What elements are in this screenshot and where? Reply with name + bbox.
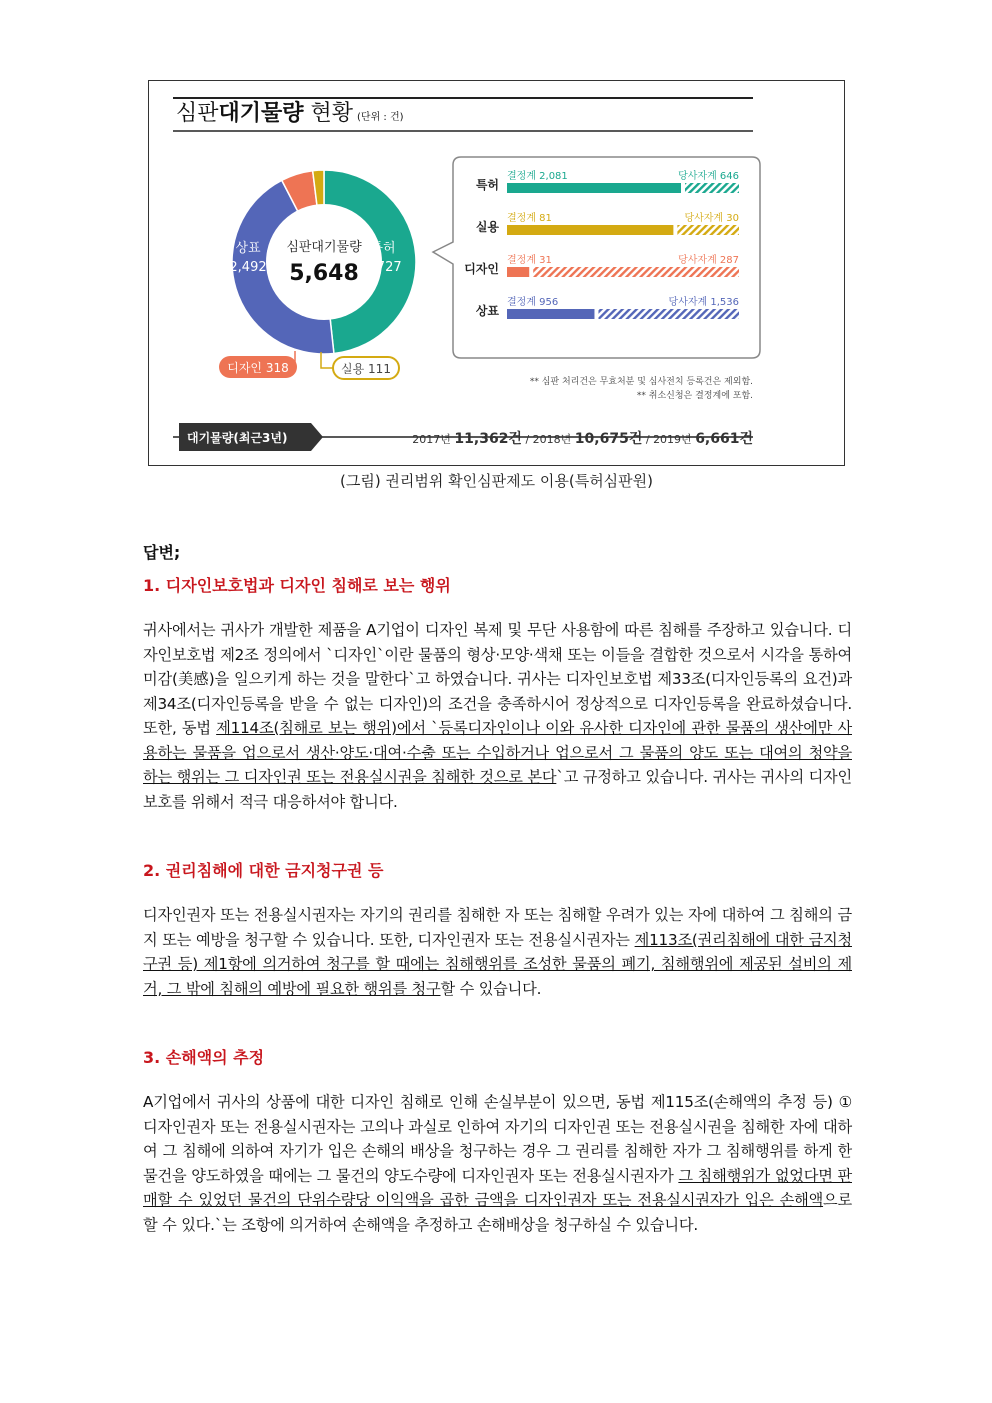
bar-left-label-1: 결정계 81 [507, 213, 552, 224]
figure-caption: (그림) 권리범위 확인심판제도 이용(특허심판원) [339, 472, 654, 490]
donut-label-patent-value: 2,727 [364, 260, 402, 275]
design-tag-text: 디자인 318 [227, 361, 289, 375]
bar-right-0 [685, 183, 739, 193]
years-summary: 2017년 11,362건 / 2018년 10,675건 / 2019년 6,661건 [412, 431, 753, 447]
bar-left-label-3: 결정계 956 [507, 297, 559, 308]
answer-label: 답변; [143, 543, 181, 562]
bar-left-label-0: 결정계 2,081 [507, 171, 568, 182]
section-3-paragraph: A기업에서 귀사의 상품에 대한 디자인 침해로 인해 손실부분이 있으면, 동법 제115조(손해액의 추정 등) ① 디자인권자 또는 전용실시권자는 고의나 과실로 인하여 자기의 디자인권 또는 전용실시권을 침해한 자에 대하여 그 침해에 의하여 자기가 입은 손해의 배상을 청구하는 경우 그 권리를 침해한 자가 그 침해행위를 하게 한 물건을 양도하였을 때에는 그 물건의 양도수량에 디자인권자 또는 전용실시권자가 그 침해행위가 없었다면 판매할 수 있었던 물건의 단위수량당 이익액을 곱한 금액을 디자인권자 또는 전용실시권자가 입은 손해액으로 할 수 있다.`는 조항에 의거하여 손해액을 추정하고 손해배상을 청구하실 수 있습니다. [143, 1093, 852, 1234]
bar-right-label-3: 당사자계 1,536 [668, 297, 739, 308]
bar-name-3: 상표 [475, 304, 499, 318]
center-label: 심판대기물량 [286, 240, 362, 255]
footer-tag-text: 대기물량(최근3년) [187, 431, 288, 445]
bar-left-1 [507, 225, 673, 235]
bar-right-3 [598, 309, 739, 319]
infographic-svg [149, 81, 845, 466]
bar-right-2 [533, 267, 739, 277]
bar-right-label-0: 당사자계 646 [678, 171, 739, 182]
bar-right-label-2: 당사자계 287 [678, 255, 739, 266]
bar-right-label-1: 당사자계 30 [684, 213, 739, 224]
bar-left-label-2: 결정계 31 [507, 255, 552, 266]
bar-left-3 [507, 309, 594, 319]
section-2-paragraph: 디자인권자 또는 전용실시권자는 자기의 권리를 침해한 자 또는 침해할 우려가 있는 자에 대하여 그 침해의 금지 또는 예방을 청구할 수 있습니다. 또한, 디자인권자 또는 전용실시권자는 제113조(권리침해에 대한 금지청구권 등) 제1항에 의거하여 청구를 할 때에는 침해행위를 조성한 물품의 폐기, 침해행위에 제공된 설비의 제거, 그 밖에 침해의 예방에 필요한 행위를 청구할 수 있습니다. [143, 906, 852, 998]
note-2: ** 취소신청은 결정계에 포함. [636, 391, 753, 401]
bar-name-2: 디자인 [464, 262, 499, 276]
bar-name-0: 특허 [475, 178, 499, 192]
section-2-title: 2. 권리침해에 대한 금지청구권 등 [143, 861, 384, 880]
bar-left-2 [507, 267, 529, 277]
section-3-underlined: 그 침해행위가 없었다면 판매할 수 있었던 물건의 단위수량당 이익액을 곱한 금액을 디자인권자 또는 전용실시권자가 입은 손해액 [143, 1166, 852, 1209]
utility-tag-text: 실용 111 [341, 362, 391, 376]
section-3-title: 3. 손해액의 추정 [143, 1048, 265, 1067]
section-1-underlined: 제114조(침해로 보는 행위)에서 `등록디자인이나 이와 유사한 디자인에 관한 물품의 생산에만 사용하는 물품을 업으로서 생산·양도·대여·수출 또는 수입하거나 업으로서 그 물품의 양도 또는 대여의 청약을 하는 행위는 그 디자인권 또는 전용실시권을 침해한 것으로 본다 [143, 719, 852, 786]
bar-left-0 [507, 183, 681, 193]
section-1-paragraph: 귀사에서는 귀사가 개발한 제품을 A기업이 디자인 복제 및 무단 사용함에 따른 침해를 주장하고 있습니다. 디자인보호법 제2조 정의에서 `디자인`이란 물품의 형상·모양·색채 또는 이들을 결합한 것으로서 시각을 통하여 미감(美感)을 일으키게 하는 것을 말한다`고 하였습니다. 귀사는 디자인보호법 제33조(디자인등록의 요건)과 제34조(디자인등록을 받을 수 없는 디자인)의 조건을 충족하시어 정상적으로 디자인등록을 완료하셨습니다. 또한, 동법 제114조(침해로 보는 행위)에서 `등록디자인이나 이와 유사한 디자인에 관한 물품의 생산에만 사용하는 물품을 업으로서 생산·양도·대여·수출 또는 수입하거나 업으로서 그 물품의 양도 또는 대여의 청약을 하는 행위는 그 디자인권 또는 전용실시권을 침해한 것으로 본다`고 규정하고 있습니다. 귀사는 귀사의 디자인보호를 위해서 적극 대응하셔야 합니다. [143, 621, 852, 811]
bar-name-1: 실용 [475, 220, 499, 234]
infographic-title: 심판대기물량 현황 (단위 : 건) [176, 101, 404, 126]
infographic-figure [148, 80, 845, 466]
section-2-underlined: 제113조(권리침해에 대한 금지청구권 등) 제1항에 의거하여 청구를 할 때에는 침해행위를 조성한 물품의 폐기, 침해행위에 제공된 설비의 제거, 그 밖에 침해의 예방에 필요한 행위를 청구 [143, 930, 852, 998]
document-body [143, 540, 852, 1237]
center-value: 5,648 [289, 261, 359, 286]
donut-label-trademark-name: 상표 [235, 241, 261, 256]
note-1: ** 심판 처리건은 무효처분 및 심사전치 등록건은 제외함. [529, 377, 753, 387]
bar-right-1 [677, 225, 739, 235]
donut-label-patent-name: 특허 [370, 241, 396, 256]
donut-label-trademark-value: 2,492 [229, 260, 267, 275]
section-1-title: 1. 디자인보호법과 디자인 침해로 보는 행위 [143, 576, 451, 595]
